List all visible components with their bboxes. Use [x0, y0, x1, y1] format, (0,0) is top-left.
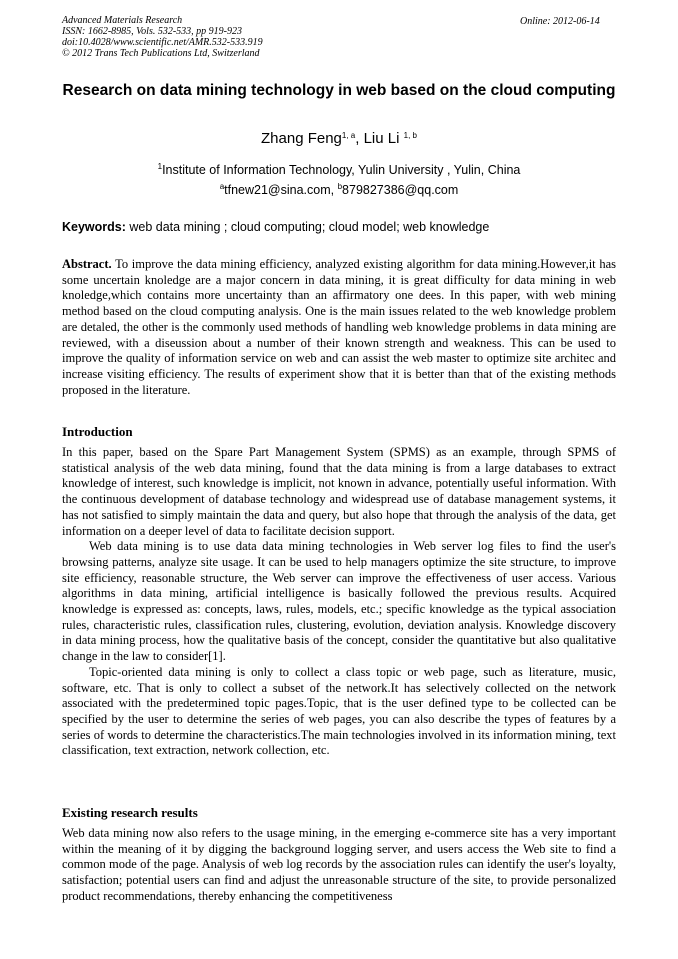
email-line: [62, 183, 616, 197]
intro-paragraph-3: Topic-oriented data mining is only to collect a class topic or web page, such as literature, music, software, etc. That is only to collect a subset of the network.It has selectively collected on the network associated with the predetermined topic pages.Topic, that is the user defined type to be collected can be specified by the user to determine the series of web pages, you can also describe the types of features by a series of words to determine the characteristics.The main technologies involved in its information mining, text classification, text extraction, network collection, etc.: [62, 664, 616, 758]
author-separator: ,: [355, 130, 364, 147]
author-1: Zhang Feng: [261, 130, 342, 147]
intro-paragraph-1: In this paper, based on the Spare Part Management System (SPMS) as an example, through SPMS of statistical analysis of the web data mining, found that the data mining is from a large databases to extract knowledge of interest, such knowledge is implicit, not known in advance, potentially useful information. With the continuous development of database technology and widespread use of database management systems, it has not satisfied to simply maintain the data and query, but also hope that through the analysis of the data, get information on a deeper level of data to facilitate decision support.: [62, 445, 616, 538]
paper-title: Research on data mining technology in web based on the cloud computing: [62, 82, 616, 99]
author-line: [62, 130, 616, 147]
keywords: [62, 220, 616, 234]
author-2-affil: 1, b: [403, 131, 417, 140]
issn-line: ISSN: 1662-8985, Vols. 532-533, pp 919-923: [62, 26, 242, 37]
email-a-marker: a: [219, 182, 225, 191]
abstract-label: Abstract.: [62, 257, 112, 271]
affiliation: [62, 163, 616, 177]
existing-paragraph-1: Web data mining now also refers to the usage mining, in the emerging e-commerce site has a very important within the meaning of it by digging the background logging server, and users access the Web site to find a common mode of the page. Analysis of web log records by the association rules can identify the user's loyalty, satisfaction; potential users can find and adjust the unreasonable structure of the site, to provide personalized product recommendations, thereby enhancing the competitiveness: [62, 826, 616, 903]
abstract: [62, 257, 616, 398]
email-b-marker: b: [337, 182, 343, 191]
email-a: tfnew21@sina.com,: [224, 183, 338, 197]
existing-results-heading: Existing research results: [62, 805, 198, 820]
email-b: 879827386@qq.com: [342, 183, 459, 197]
author-2: Liu Li: [363, 130, 400, 147]
copyright-line: © 2012 Trans Tech Publications Ltd, Switzerland: [62, 48, 260, 59]
keywords-text: web data mining ; cloud computing; cloud model; web knowledge: [125, 220, 490, 234]
keywords-label: Keywords:: [62, 220, 126, 234]
online-date: Online: 2012-06-14: [520, 16, 600, 27]
affiliation-text: Institute of Information Technology, Yulin University , Yulin, China: [162, 163, 521, 177]
doi-line: doi:10.4028/www.scientific.net/AMR.532-533.919: [62, 37, 263, 48]
journal-name: Advanced Materials Research: [62, 15, 183, 26]
introduction-body: [62, 445, 616, 759]
intro-paragraph-2: Web data mining is to use data data mining technologies in Web server log files to find the user's browsing patterns, analyze site usage. It can be used to help managers optimize the site structure, to improve site efficiency, reasonable structure, the Web server can improve the effectiveness of user access. Various algorithms in data mining, artificial intelligence is basically followed the previous results. Acquired knowledge is expressed as: concepts, laws, rules, models, etc.; specific knowledge as the typical association rules, characteristic rules, classification rules, clustering, evolution, deviation analysis. Knowledge discovery in data mining process, how the qualitative basis of the concept, consider the quantitative but also qualitative change in the law to consider[1].: [62, 539, 616, 664]
introduction-heading: Introduction: [62, 424, 133, 439]
author-1-affil: 1, a: [341, 131, 356, 140]
existing-results-body: [62, 826, 616, 905]
abstract-text: To improve the data mining efficiency, analyzed existing algorithm for data mining.However,it has some uncertain knoledge are a major concern in data mining, it is great difficulty for data mining in web knoledge,which contains more uncertainty than an affirmatory one dees. In this paper, with web mining method based on the cloud computing analysis. One is the main issues related to the web knowledge problem are detaled, the other is the commonly used methods of handling web knowledge problems in data mining are reviewed, with a diseussion about a number of their known strength and weakness. This can be used to improve the quality of information service on web and can assist the web master to optimize site architec and increase visiting efficiency. The results of experiment show that it is better than that of the existing methods proposed in the literature.: [62, 257, 616, 397]
affil-marker: 1: [157, 162, 163, 171]
